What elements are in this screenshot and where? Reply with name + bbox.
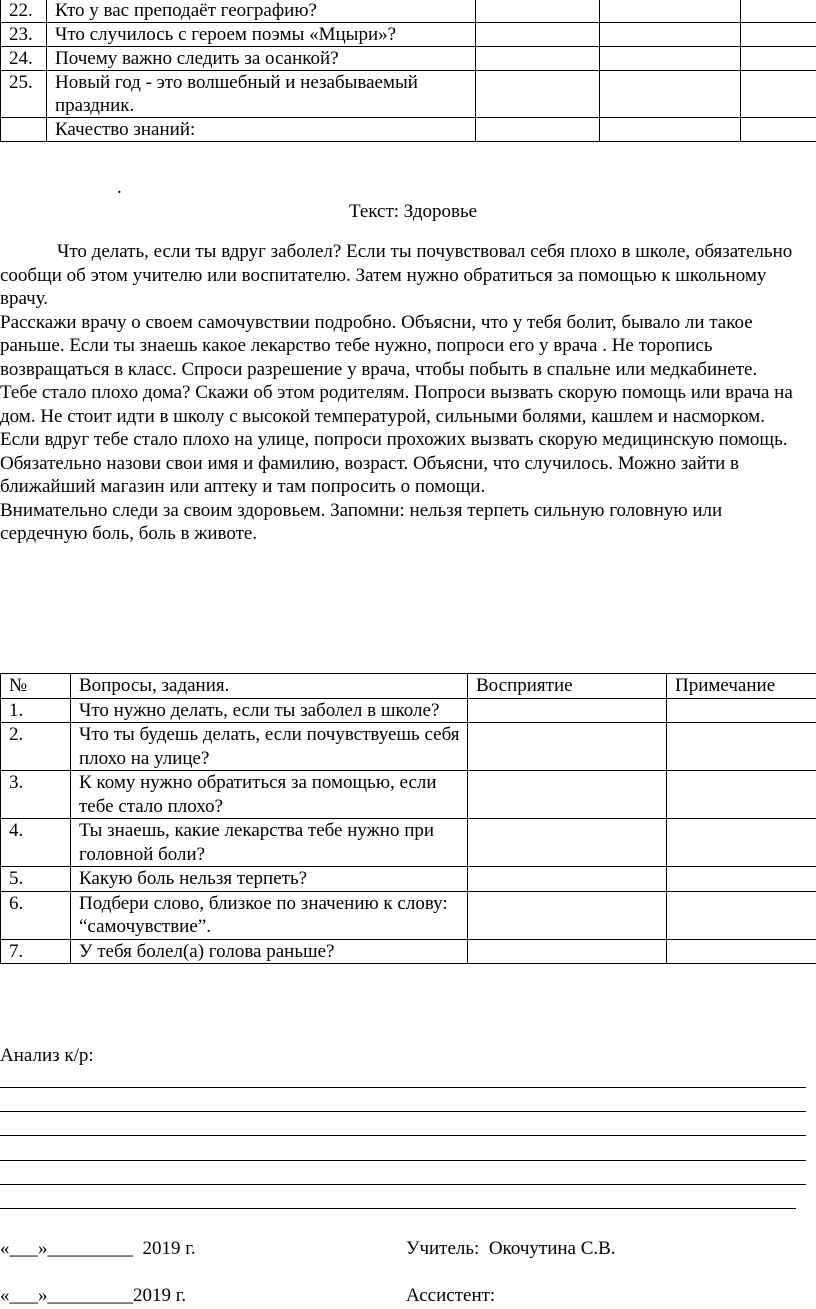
paragraph: Если вдруг тебе стало плохо на улице, попроси прохожих вызвать скорую медицинскую помощь. Обязательно назови свои имя и фамилию, возраст. Объясни, что случилось. Можно зайти в ближайший магазин или аптеку и там попросить о помощи.	[0, 429, 788, 497]
empty-cell	[468, 939, 667, 964]
table-row	[1, 47, 816, 71]
row-number: 7.	[1, 939, 71, 964]
paragraph: Тебе стало плохо дома? Скажи об этом родителям. Попроси вызвать скорую помощь или врача на дом. Не стоит идти в школу с высокой температурой, сильными болями, кашлем и насморком.	[0, 382, 793, 427]
question-text: Какую боль нельзя терпеть?	[71, 867, 468, 892]
empty-cell	[667, 698, 816, 723]
empty-cell	[741, 0, 816, 23]
answer-line	[0, 1208, 796, 1209]
table-row	[1, 118, 816, 142]
row-number: 3.	[1, 771, 71, 819]
empty-cell	[468, 723, 667, 771]
table-row	[1, 867, 816, 892]
answer-line	[0, 1160, 806, 1161]
row-number: 2.	[1, 723, 71, 771]
empty-cell	[476, 23, 600, 47]
empty-cell	[600, 23, 741, 47]
question-text: Подбери слово, близкое по значению к слову: “самочувствие”.	[71, 891, 468, 939]
empty-cell	[667, 939, 816, 964]
header-number: №	[1, 674, 71, 699]
table-row	[1, 71, 816, 118]
empty-cell	[667, 891, 816, 939]
header-perception: Восприятие	[468, 674, 667, 699]
table-row	[1, 819, 816, 867]
row-number: 25.	[1, 71, 47, 118]
header-note: Примечание	[667, 674, 816, 699]
empty-cell	[476, 0, 600, 23]
table-header-row	[1, 674, 816, 699]
analysis-label: Анализ к/р:	[0, 1045, 94, 1066]
empty-cell	[600, 47, 741, 71]
row-number: 4.	[1, 819, 71, 867]
questions-table	[0, 673, 816, 964]
reading-text	[0, 240, 812, 546]
empty-cell	[741, 118, 816, 142]
top-questions-table	[0, 0, 816, 142]
date-field: «___»_________ 2019 г.	[0, 1238, 196, 1259]
row-number: 1.	[1, 698, 71, 723]
row-number	[1, 118, 47, 142]
empty-cell	[600, 0, 741, 23]
answer-line	[0, 1111, 806, 1112]
empty-cell	[741, 23, 816, 47]
table-row	[1, 723, 816, 771]
paragraph: Что делать, если ты вдруг заболел? Если ты почувствовал себя плохо в школе, обязательно сообщи об этом учителю или воспитателю. Затем нужно обратиться за помощью к школьному врачу.	[0, 241, 793, 309]
date-field: «___»_________2019 г.	[0, 1285, 187, 1306]
empty-cell	[600, 118, 741, 142]
answer-line	[0, 1087, 806, 1088]
empty-cell	[741, 71, 816, 118]
knowledge-quality-label: Качество знаний:	[47, 118, 476, 142]
empty-cell	[667, 771, 816, 819]
paragraph: Внимательно следи за своим здоровьем. Запомни: нельзя терпеть сильную головную или сердечную боль, боль в животе.	[0, 499, 723, 544]
question-text: Что случилось с героем поэмы «Мцыри»?	[47, 23, 476, 47]
dot-mark: .	[117, 177, 122, 198]
row-number: 24.	[1, 47, 47, 71]
table-row	[1, 891, 816, 939]
empty-cell	[476, 71, 600, 118]
question-text: Кто у вас преподаёт географию?	[47, 0, 476, 23]
question-text: Что ты будешь делать, если почувствуешь себя плохо на улице?	[71, 723, 468, 771]
empty-cell	[468, 771, 667, 819]
table-row	[1, 23, 816, 47]
row-number: 5.	[1, 867, 71, 892]
empty-cell	[667, 723, 816, 771]
question-text: Почему важно следить за осанкой?	[47, 47, 476, 71]
table-row	[1, 0, 816, 23]
table-row	[1, 939, 816, 964]
paragraph: Расскажи врачу о своем самочувствии подробно. Объясни, что у тебя болит, бывало ли такое раньше. Если ты знаешь какое лекарство тебе нужно, попроси его у врача . Не торопись возвращаться в класс. Спроси разрешение у врача, чтобы побыть в спальне или медкабинете.	[0, 311, 758, 380]
table-row	[1, 771, 816, 819]
question-text: У тебя болел(а) голова раньше?	[71, 939, 468, 964]
answer-line	[0, 1135, 806, 1136]
answer-line	[0, 1184, 806, 1185]
empty-cell	[476, 47, 600, 71]
assistant-signature: Ассистент:	[406, 1285, 496, 1306]
teacher-signature: Учитель: Окочутина С.В.	[406, 1238, 616, 1259]
empty-cell	[468, 891, 667, 939]
empty-cell	[741, 47, 816, 71]
row-number: 23.	[1, 23, 47, 47]
question-text: Новый год - это волшебный и незабываемый праздник.	[47, 71, 476, 118]
empty-cell	[468, 698, 667, 723]
empty-cell	[600, 71, 741, 118]
header-questions: Вопросы, задания.	[71, 674, 468, 699]
table-row	[1, 698, 816, 723]
empty-cell	[468, 867, 667, 892]
row-number: 6.	[1, 891, 71, 939]
text-title: Текст: Здоровье	[348, 201, 478, 222]
question-text: К кому нужно обратиться за помощью, если тебе стало плохо?	[71, 771, 468, 819]
empty-cell	[468, 819, 667, 867]
question-text: Что нужно делать, если ты заболел в школе?	[71, 698, 468, 723]
question-text: Ты знаешь, какие лекарства тебе нужно при головной боли?	[71, 819, 468, 867]
empty-cell	[476, 118, 600, 142]
row-number: 22.	[1, 0, 47, 23]
empty-cell	[667, 819, 816, 867]
empty-cell	[667, 867, 816, 892]
